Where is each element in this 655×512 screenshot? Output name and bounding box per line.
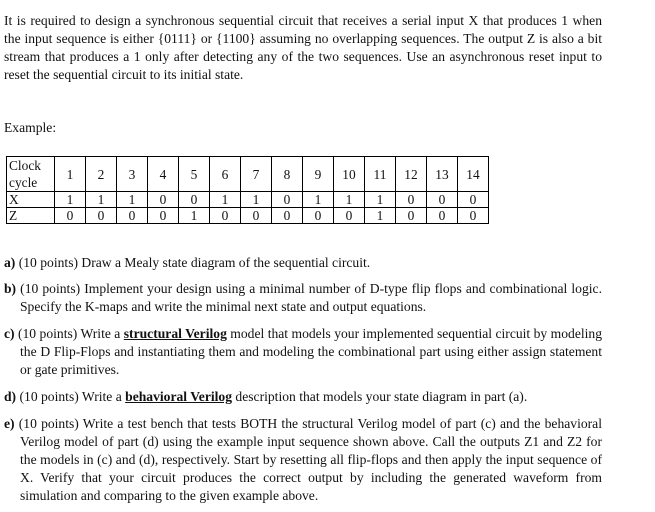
table-row-clock <box>7 157 489 192</box>
table-cell: 0 <box>458 192 489 208</box>
table-cell: 9 <box>303 157 334 192</box>
table-cell: 6 <box>210 157 241 192</box>
table-cell: 1 <box>55 157 86 192</box>
table-cell: 11 <box>365 157 396 192</box>
table-cell: 1 <box>117 192 148 208</box>
row-header-clock: Clock cycle <box>7 157 55 192</box>
problem-intro: It is required to design a synchronous sequential circuit that receives a serial input X that produces 1 when the input sequence is either {0111} or {1100} assuming no overlapping sequences. The output Z is also a bit stream that produces a 1 only after detecting any of the two sequences. Use an asynchronous reset input to reset the sequential circuit to its initial state. <box>4 13 602 82</box>
part-c <box>4 325 602 379</box>
part-b-label: b) <box>4 281 17 296</box>
part-c-text-pre: (10 points) Write a <box>14 326 124 341</box>
table-cell: 1 <box>365 208 396 224</box>
behavioral-verilog-keyword: behavioral Verilog <box>125 389 233 404</box>
table-cell: 0 <box>179 192 210 208</box>
table-cell: 1 <box>241 192 272 208</box>
table-cell: 0 <box>427 192 458 208</box>
table-cell: 14 <box>458 157 489 192</box>
table-cell: 7 <box>241 157 272 192</box>
part-a-text: (10 points) Draw a Mealy state diagram of the sequential circuit. <box>15 255 371 270</box>
table-cell: 0 <box>272 208 303 224</box>
table-cell: 0 <box>303 208 334 224</box>
table-cell: 13 <box>427 157 458 192</box>
table-cell: 3 <box>117 157 148 192</box>
table-cell: 0 <box>210 208 241 224</box>
example-label: Example: <box>4 120 57 135</box>
table-cell: 0 <box>396 192 427 208</box>
part-b-text: (10 points) Implement your design using a minimal number of D-type flip flops and combinational logic. Specify the K-maps and write the minimal next state and output equations. <box>16 281 602 314</box>
structural-verilog-keyword: structural Verilog <box>123 326 227 341</box>
part-c-text-post: model that models your implemented sequential circuit by modeling the D Flip-Flops and instantiating them and modeling the combinational part using either assign statement or gate primitives. <box>20 326 602 377</box>
part-e <box>4 415 602 505</box>
table-cell: 1 <box>55 192 86 208</box>
table-row-z <box>7 208 489 224</box>
part-a <box>4 254 602 272</box>
table-cell: 8 <box>272 157 303 192</box>
table-cell: 0 <box>396 208 427 224</box>
table-cell: 0 <box>458 208 489 224</box>
table-cell: 0 <box>272 192 303 208</box>
part-c-label: c) <box>4 326 15 341</box>
part-d-text-pre: (10 points) Write a <box>16 389 126 404</box>
part-d <box>4 388 602 406</box>
table-cell: 0 <box>86 208 117 224</box>
table-cell: 4 <box>148 157 179 192</box>
table-cell: 1 <box>179 208 210 224</box>
table-cell: 12 <box>396 157 427 192</box>
row-header-x: X <box>7 192 55 208</box>
table-cell: 0 <box>55 208 86 224</box>
table-cell: 0 <box>148 192 179 208</box>
part-e-text: (10 points) Write a test bench that tests BOTH the structural Verilog model of part (c) and the behavioral Verilog model of part (d) using the example input sequence shown above. Call the outputs Z1 and Z2 for the models in (c) and (d), respectively. Start by resetting all flip-flops and then apply the input sequence of X. Verify that your circuit produces the correct output by including the generated waveform from simulation and comparing to the given example above. <box>14 416 602 503</box>
part-d-label: d) <box>4 389 17 404</box>
table-cell: 0 <box>427 208 458 224</box>
table-cell: 0 <box>117 208 148 224</box>
example-table <box>6 156 489 224</box>
table-cell: 2 <box>86 157 117 192</box>
part-b <box>4 280 602 316</box>
row-header-z: Z <box>7 208 55 224</box>
table-cell: 1 <box>334 192 365 208</box>
table-row-x <box>7 192 489 208</box>
table-cell: 1 <box>365 192 396 208</box>
table-cell: 1 <box>303 192 334 208</box>
table-cell: 0 <box>148 208 179 224</box>
table-cell: 5 <box>179 157 210 192</box>
part-a-label: a) <box>4 255 16 270</box>
table-cell: 0 <box>334 208 365 224</box>
table-cell: 10 <box>334 157 365 192</box>
table-cell: 0 <box>241 208 272 224</box>
table-cell: 1 <box>86 192 117 208</box>
part-e-label: e) <box>4 416 15 431</box>
part-d-text-post: description that models your state diagram in part (a). <box>232 389 528 404</box>
table-cell: 1 <box>210 192 241 208</box>
